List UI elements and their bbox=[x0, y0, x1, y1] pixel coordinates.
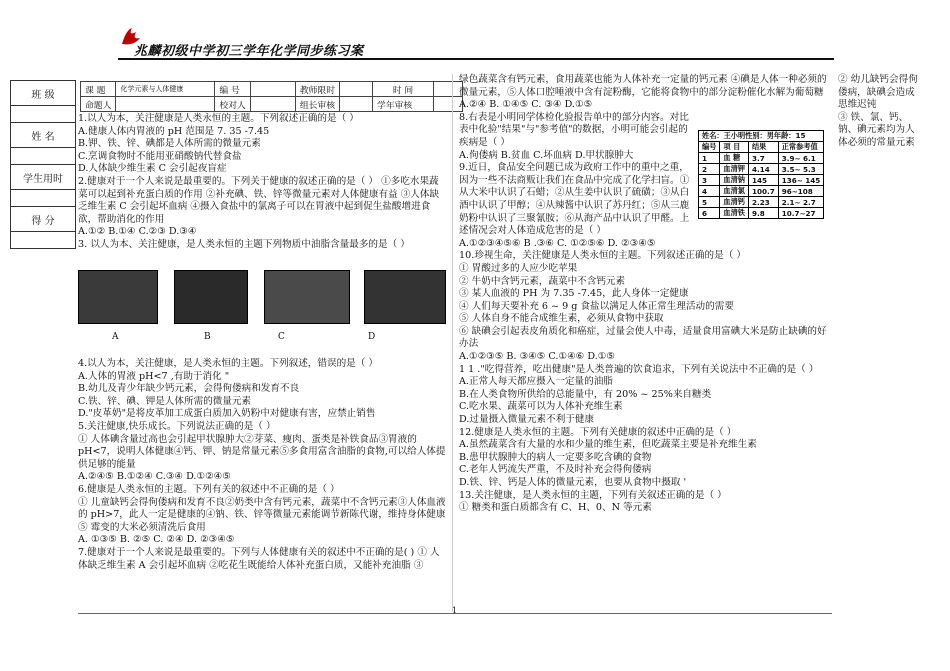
option-line: A. ①③⑤ B. ②⑤ C. ②④ D. ②③④⑤ bbox=[78, 534, 235, 546]
statement-line: ③ 某人血液的 PH 为 7.35 -7.45，此人身体一定健康 bbox=[459, 288, 689, 300]
statement-line: ② 牛奶中含钙元素，蔬菜中不含钙元素 bbox=[459, 275, 626, 287]
proofreader-label: 校对人 bbox=[215, 97, 250, 112]
teacher-limit-value bbox=[340, 82, 373, 97]
lab-cell: 9.8 bbox=[748, 208, 778, 219]
author-label: 命题人 bbox=[81, 97, 116, 112]
food-images bbox=[78, 270, 448, 342]
table-row bbox=[699, 208, 824, 219]
lab-cell: 10.7~27 bbox=[778, 208, 824, 219]
header-title: 兆麟初级中学初三学年化学同步练习案 bbox=[134, 44, 364, 59]
table-row bbox=[699, 197, 824, 208]
lab-cell: 2.1~ 2.7 bbox=[778, 197, 824, 208]
table-row bbox=[699, 175, 824, 186]
group-review-value bbox=[340, 97, 373, 112]
option-line: B.在人类食物所供给的总能量中，有 20% ~ 25%来自糖类 bbox=[459, 388, 712, 400]
lab-header: 正常参考值 bbox=[778, 142, 824, 153]
food-image-c bbox=[264, 270, 350, 324]
lab-cell: 100.7 bbox=[748, 186, 778, 197]
lab-cell: 4.14 bbox=[748, 164, 778, 175]
option-line: A.②④ B. ①④⑤ C. ③④ D.①⑤ bbox=[459, 99, 593, 111]
score-field[interactable] bbox=[11, 232, 76, 249]
question-1: 1.以人为本，关注健康是人类永恒的主题。下列叙述正确的是（ ） bbox=[78, 113, 359, 124]
statement-line: ③ 铁、氯、钙、钠、碘元素均为人体必须的常量元素 bbox=[838, 111, 915, 148]
lab-header: 项 目 bbox=[720, 142, 749, 153]
food-label-d: D bbox=[368, 332, 376, 342]
option-line: ① 人体碘含量过高也会引起甲状腺肿大②芽菜、瘦肉、蛋类是补铁食品③胃液的 pH<7，说明人体健康④钙、钾、钠是常量元素⑤多食用富含油脂的食物,可以给人体提供足够的能量 bbox=[78, 433, 446, 470]
question-8: 8.右表是小明同学体检化验报告单中的部分内容。对比表中化验"结果"与"参考值"的数据，小明可能会引起的疾病是（ ） bbox=[459, 111, 689, 148]
student-score-table bbox=[10, 80, 76, 249]
question-11: 1 1 ."吃得营养，吃出健康"是人类普遍的饮食追求，下列有关说法中不正确的是（ ） bbox=[459, 363, 819, 375]
table-row bbox=[699, 186, 824, 197]
option-line: D.过量摄入微量元素不利于健康 bbox=[459, 414, 595, 426]
time-used-field[interactable] bbox=[11, 190, 76, 207]
option-line: B.患甲状腺肿大的病人一定要多吃含碘的食物 bbox=[459, 451, 652, 463]
question-7: 7.健康对于一个人来说是最重要的。下列与人体健康有关的叙述中不正确的是( ) ① 人体缺乏维生素 A 会引起坏血病 ②吃花生既能给人体补充蛋白质，又能补充油脂 ③ bbox=[78, 546, 440, 571]
lab-cell: 2.23 bbox=[748, 197, 778, 208]
question-4: 4.以人为本，关注健康，是人类永恒的主题。下列叙述，错误的是（ ） bbox=[78, 358, 379, 369]
option-line: A.健康人体内胃液的 pH 范围是 7. 35 -7.45 bbox=[78, 125, 270, 137]
option-line: A.人体的胃液 pH<7 ,有助于消化 " bbox=[78, 370, 230, 382]
lab-cell: 5 bbox=[699, 197, 720, 208]
left-column-2 bbox=[78, 358, 448, 572]
lab-cell: 血 糖 bbox=[720, 153, 749, 164]
lab-cell: 血清钙 bbox=[720, 197, 749, 208]
option-line: A.①② B.①④ C.②③ D.③④ bbox=[78, 226, 197, 238]
food-image-d bbox=[364, 270, 446, 324]
name-label: 姓 名 bbox=[11, 123, 76, 148]
option-line: A.①②③④⑤⑥ B .③⑥ C. ①②⑤⑥ D. ②③④⑤ bbox=[459, 237, 656, 249]
question-10: 10.珍视生命，关注健康是人类永恒的主题。下列叙述正确的是（ ） bbox=[459, 250, 746, 262]
number-value bbox=[250, 82, 295, 97]
table-row bbox=[699, 164, 824, 175]
option-line: A.正常人每天都应摄入一定量的油脂 bbox=[459, 376, 613, 388]
lab-cell: 血清钠 bbox=[720, 175, 749, 186]
lesson-info-table bbox=[80, 81, 463, 112]
lab-cell: 3.7 bbox=[748, 153, 778, 164]
teacher-limit-label: 教师限时 bbox=[295, 82, 339, 97]
statement-line: ⑤ 人体自身不能合成维生素，必须从食物中获取 bbox=[459, 313, 664, 325]
food-label-b: B bbox=[204, 332, 211, 342]
name-field[interactable] bbox=[11, 148, 76, 165]
lab-report-table bbox=[698, 130, 824, 219]
class-label: 班 级 bbox=[11, 81, 76, 106]
lab-cell: 1 bbox=[699, 153, 720, 164]
question-9: 9.近日，食品安全问题已成为政府工作中的重中之重，因为一些不法商贩让我们在食品中完成了化学扫盲。①从大米中认识了石蜡；②从生姜中认识了硫磺；③从白酒中认识了甲醇；④从辣酱中认识了苏丹红；⑤从三鹿奶粉中认识了三聚氰胺；⑥从海产品中认识了甲醛。上述情况会对人体造成危害的是（ ） bbox=[459, 162, 690, 237]
statement-line: ④ 人们每天要补充 6 ~ 9 g 食盐以满足人体正常生理活动的需要 bbox=[459, 300, 734, 312]
left-column bbox=[78, 113, 448, 252]
author-value bbox=[116, 97, 215, 112]
lab-cell: 145 bbox=[748, 175, 778, 186]
option-line: C.铁、锌、碘、钾是人体所需的微量元素 bbox=[78, 395, 252, 407]
topic-label: 课 题 bbox=[81, 82, 116, 97]
lab-cell: 136~ 145 bbox=[778, 175, 824, 186]
page-number: 1 bbox=[452, 606, 458, 615]
lab-cell: 3 bbox=[699, 175, 720, 186]
score-label: 得 分 bbox=[11, 207, 76, 232]
option-line: A.②④⑤ B.①②④ C.③④ D.①②④⑤ bbox=[78, 471, 231, 483]
number-label: 编 号 bbox=[215, 82, 250, 97]
option-line: A.佝偻病 B.贫血 C.坏血病 D.甲状腺肿大 bbox=[459, 149, 634, 161]
grade-review-label: 学年审核 bbox=[373, 97, 434, 112]
topic-value: 化学元素与人体健康 bbox=[116, 82, 215, 97]
option-line: A.①②③⑤ B. ③④⑤ C.①④⑥ D.①⑤ bbox=[459, 351, 615, 363]
lab-cell: 3.5~ 5.3 bbox=[778, 164, 824, 175]
option-line: ① 儿童缺钙会得佝偻病和发育不良②奶类中含有钙元素，蔬菜中不含钙元素③人体血液的 pH>7，此人一定是健康的④钠、铁、锌等微量元素能调节新陈代谢，维持身体健康⑤ 霉变的大米必须清洗后食用 bbox=[78, 496, 446, 533]
lab-cell: 96~108 bbox=[778, 186, 824, 197]
time-label: 时 间 bbox=[373, 82, 434, 97]
option-line: B.幼儿及青少年缺少钙元素，会得佝偻病和发育不良 bbox=[78, 383, 300, 395]
lab-cell: 血清氯 bbox=[720, 186, 749, 197]
food-image-a bbox=[78, 270, 158, 324]
food-image-b bbox=[174, 270, 248, 324]
option-line: D.人体缺少维生素 C 会引起夜盲症 bbox=[78, 163, 227, 175]
question-5: 5.关注健康,快乐成长。下列说法正确的是（ ） bbox=[78, 420, 276, 432]
table-row bbox=[699, 153, 824, 164]
lab-cell: 4 bbox=[699, 186, 720, 197]
statement-line: ① 胃酸过多的人应少吃苹果 bbox=[459, 262, 578, 274]
option-line: C.老年人钙流失严重，不及时补充会得佝偻病 bbox=[459, 464, 652, 476]
question-2: 2.健康对于一个人来说是最重要的。下列关于健康的叙述正确的是（ ） ①多吃水果蔬菜可以起到补充蛋白质的作用 ②补充碘、铁、锌等微量元素对人体健康有益 ③人体缺乏维生素 C 会引起坏血病 ④摄入食盐中的氯离子可以在胃液中起到促生盐酸增进食欲，帮助消化的作用 bbox=[78, 175, 440, 225]
statement-line: ⑥ 缺碘会引起表皮角质化和癌症，过量会使人中毒，适量食用富碘大米是防止缺碘的好办法 bbox=[459, 325, 827, 350]
header-divider bbox=[118, 58, 834, 60]
lab-header: 编号 bbox=[699, 142, 720, 153]
right-column bbox=[838, 74, 918, 150]
statement-line: ② 幼儿缺钙会得佝偻病，缺碘会造成思维迟钝 bbox=[838, 74, 918, 111]
class-field[interactable] bbox=[11, 106, 76, 123]
option-line: C.吃水果、蔬菜可以为人体补充维生素 bbox=[459, 401, 623, 413]
option-line: B.钾、铁、锌、碘都是人体所需的微量元素 bbox=[78, 138, 261, 150]
question-12: 12.健康是人类永恒的主题。下列有关健康的叙述中正确的是（ ） bbox=[459, 426, 737, 438]
option-line: A.虽然蔬菜含有大量的水和少量的维生素，但吃蔬菜主要是补充维生素 bbox=[459, 439, 757, 451]
question-3: 3. 以人为本、关注健康，是人类永恒的主题下列物质中油脂含量最多的是（ ） bbox=[78, 238, 410, 250]
lab-cell: 血清铁 bbox=[720, 208, 749, 219]
time-used-label: 学生用时 bbox=[11, 165, 76, 190]
group-review-label: 组长审核 bbox=[295, 97, 339, 112]
lab-cell: 6 bbox=[699, 208, 720, 219]
proofreader-value bbox=[250, 97, 295, 112]
option-line: D."皮革奶"是将皮革加工成蛋白质加入奶粉中对健康有害，应禁止销售 bbox=[78, 408, 376, 420]
lab-report-title: 姓名：王小明性别：男年龄：15 bbox=[699, 131, 824, 142]
statement-line: ① 糖类和蛋白质都含有 C、H、0、N 等元素 bbox=[459, 502, 652, 514]
food-label-c: C bbox=[278, 332, 285, 342]
option-line: D.铁、锌、钙是人体的微量元素，也要从食物中摄取 ' bbox=[459, 477, 687, 488]
lab-header: 结果 bbox=[748, 142, 778, 153]
option-line: C.烹调食物时不能用亚硝酸钠代替食盐 bbox=[78, 150, 242, 162]
lab-cell: 血清钾 bbox=[720, 164, 749, 175]
question-13: 13.关注健康，是人类永恒的主题，下列有关叙述正确的是（ ） bbox=[459, 489, 727, 501]
column-divider bbox=[452, 74, 453, 612]
question-6: 6.健康是人类永恒的主题。下列有关的叙述中不正确的是（ ） bbox=[78, 483, 340, 495]
question-7-cont: 绿色蔬菜含有钙元素，食用蔬菜也能为人体补充一定量的钙元素 ④碘是人体一种必须的微量元素，⑤人体口腔唾液中含有淀粉酶，它能将食物中的部分淀粉催化水解为葡萄糖 bbox=[459, 74, 827, 98]
lab-cell: 2 bbox=[699, 164, 720, 175]
food-label-a: A bbox=[112, 332, 119, 342]
lab-cell: 3.9~ 6.1 bbox=[778, 153, 824, 164]
